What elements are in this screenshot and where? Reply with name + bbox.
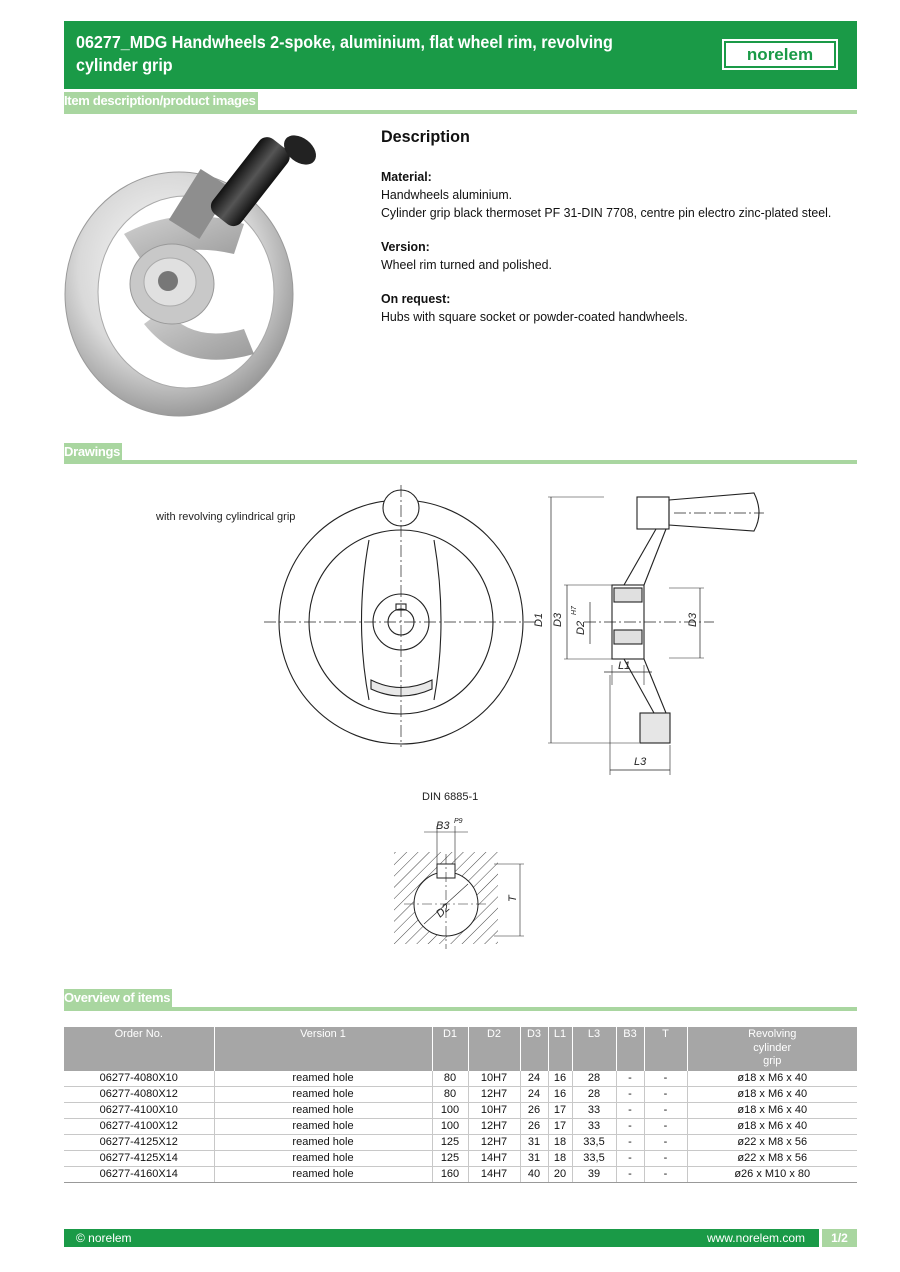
grip-caption: with revolving cylindrical grip <box>156 511 296 523</box>
table-cell: reamed hole <box>214 1071 432 1087</box>
table-row <box>64 1119 857 1135</box>
d3-label-right: D3 <box>687 612 699 627</box>
table-cell: 10H7 <box>468 1071 520 1087</box>
l3-label: L3 <box>634 756 647 768</box>
l1-label: L1 <box>618 660 631 672</box>
description-block <box>381 128 837 326</box>
table-row <box>64 1151 857 1167</box>
table-cell: 16 <box>548 1071 572 1087</box>
table-cell: - <box>616 1167 644 1183</box>
table-cell: 125 <box>432 1135 468 1151</box>
table-cell: reamed hole <box>214 1135 432 1151</box>
table-cell: 31 <box>520 1135 548 1151</box>
table-row <box>64 1087 857 1103</box>
table-cell: reamed hole <box>214 1103 432 1119</box>
table-cell: 17 <box>548 1103 572 1119</box>
section-divider <box>64 110 857 114</box>
table-cell: reamed hole <box>214 1087 432 1103</box>
table-cell: 33,5 <box>572 1135 616 1151</box>
d2-tolerance-label: H7 <box>571 606 578 615</box>
footer-copyright: © norelem <box>76 1231 132 1245</box>
table-cell: reamed hole <box>214 1151 432 1167</box>
table-cell: 18 <box>548 1151 572 1167</box>
table-row <box>64 1103 857 1119</box>
col-d3: D3 <box>520 1027 548 1071</box>
table-cell: reamed hole <box>214 1167 432 1183</box>
section-divider <box>64 1007 857 1011</box>
col-order-no: Order No. <box>64 1027 214 1071</box>
table-cell: 06277-4100X12 <box>64 1119 214 1135</box>
table-cell: 80 <box>432 1087 468 1103</box>
page-title: 06277_MDG Handwheels 2-spoke, aluminium, flat wheel rim, revolving cylinder grip <box>76 32 613 75</box>
d3-label-left: D3 <box>552 612 564 627</box>
table-cell: 80 <box>432 1071 468 1087</box>
table-row <box>64 1167 857 1183</box>
table-cell: 20 <box>548 1167 572 1183</box>
version-label: Version: <box>381 239 430 254</box>
section-label-overview: Overview of items <box>64 990 171 1005</box>
table-cell: 06277-4100X10 <box>64 1103 214 1119</box>
table-cell: 100 <box>432 1119 468 1135</box>
table-cell: ø18 x M6 x 40 <box>687 1087 857 1103</box>
col-t: T <box>644 1027 687 1071</box>
table-cell: 06277-4125X14 <box>64 1151 214 1167</box>
d2-label-detail: D2 <box>433 901 453 921</box>
product-image-handwheel <box>64 124 326 420</box>
table-cell: 26 <box>520 1119 548 1135</box>
table-cell: 160 <box>432 1167 468 1183</box>
table-cell: 16 <box>548 1087 572 1103</box>
col-b3: B3 <box>616 1027 644 1071</box>
page-footer <box>64 1229 857 1247</box>
table-cell: 06277-4160X14 <box>64 1167 214 1183</box>
table-cell: ø18 x M6 x 40 <box>687 1103 857 1119</box>
table-cell: 18 <box>548 1135 572 1151</box>
table-cell: ø22 x M8 x 56 <box>687 1135 857 1151</box>
table-cell: 10H7 <box>468 1103 520 1119</box>
col-l1: L1 <box>548 1027 572 1071</box>
table-cell: 100 <box>432 1103 468 1119</box>
col-l3: L3 <box>572 1027 616 1071</box>
table-cell: reamed hole <box>214 1119 432 1135</box>
table-cell: 06277-4125X12 <box>64 1135 214 1151</box>
table-cell: 28 <box>572 1087 616 1103</box>
t-label: T <box>507 895 519 902</box>
b3-label: B3 <box>436 820 450 832</box>
items-table-wrapper <box>64 1027 857 1183</box>
on-request-label: On request: <box>381 291 451 306</box>
col-revolving-grip: Revolving cylinder grip <box>687 1027 857 1071</box>
footer-url[interactable]: www.norelem.com <box>706 1231 805 1245</box>
table-cell: 17 <box>548 1119 572 1135</box>
material-label: Material: <box>381 169 432 184</box>
table-cell: 24 <box>520 1071 548 1087</box>
table-row <box>64 1135 857 1151</box>
d2-label: D2 <box>575 620 587 635</box>
description-heading: Description <box>381 127 470 146</box>
table-cell: 33 <box>572 1119 616 1135</box>
table-cell: - <box>644 1071 687 1087</box>
table-cell: - <box>644 1135 687 1151</box>
norelem-logo <box>722 39 838 70</box>
table-cell: ø26 x M10 x 80 <box>687 1167 857 1183</box>
d1-label: D1 <box>533 612 545 627</box>
table-cell: 12H7 <box>468 1119 520 1135</box>
table-cell: - <box>616 1151 644 1167</box>
table-cell: - <box>616 1135 644 1151</box>
table-cell: ø22 x M8 x 56 <box>687 1151 857 1167</box>
table-cell: 06277-4080X10 <box>64 1071 214 1087</box>
table-cell: - <box>644 1103 687 1119</box>
table-cell: 06277-4080X12 <box>64 1087 214 1103</box>
table-cell: 14H7 <box>468 1151 520 1167</box>
logo-text: norelem <box>724 41 836 68</box>
table-header-row <box>64 1027 857 1071</box>
section-label-drawings: Drawings <box>64 444 121 459</box>
table-cell: ø18 x M6 x 40 <box>687 1119 857 1135</box>
table-row <box>64 1071 857 1087</box>
version-text: Wheel rim turned and polished. <box>381 257 552 272</box>
table-cell: 33 <box>572 1103 616 1119</box>
material-line-2: Cylinder grip black thermoset PF 31-DIN 7708, centre pin electro zinc-plated steel. <box>381 205 832 220</box>
section-divider <box>64 460 857 464</box>
table-cell: 125 <box>432 1151 468 1167</box>
table-cell: 12H7 <box>468 1135 520 1151</box>
din-caption: DIN 6885-1 <box>422 791 479 803</box>
table-cell: 24 <box>520 1087 548 1103</box>
table-cell: - <box>644 1167 687 1183</box>
keyway-detail-drawing <box>384 784 536 958</box>
on-request-text: Hubs with square socket or powder-coated handwheels. <box>381 309 688 324</box>
col-version: Version 1 <box>214 1027 432 1071</box>
table-cell: - <box>616 1119 644 1135</box>
table-body <box>64 1071 857 1183</box>
items-table <box>64 1027 857 1183</box>
table-cell: - <box>616 1103 644 1119</box>
table-cell: - <box>644 1151 687 1167</box>
table-cell: - <box>616 1087 644 1103</box>
table-cell: 14H7 <box>468 1167 520 1183</box>
page-number: 1/2 <box>819 1229 857 1247</box>
front-view <box>264 485 539 747</box>
b3-tolerance-label: P9 <box>454 818 463 825</box>
table-cell: ø18 x M6 x 40 <box>687 1071 857 1087</box>
col-d1: D1 <box>432 1027 468 1071</box>
table-cell: - <box>616 1071 644 1087</box>
page-header <box>64 21 857 89</box>
table-cell: 12H7 <box>468 1087 520 1103</box>
table-cell: 28 <box>572 1071 616 1087</box>
table-cell: - <box>644 1087 687 1103</box>
table-cell: 26 <box>520 1103 548 1119</box>
table-cell: 39 <box>572 1167 616 1183</box>
table-cell: 40 <box>520 1167 548 1183</box>
section-label-item-description: Item description/product images <box>64 93 256 108</box>
table-cell: 31 <box>520 1151 548 1167</box>
col-d2: D2 <box>468 1027 520 1071</box>
technical-drawing <box>64 475 857 785</box>
material-line-1: Handwheels aluminium. <box>381 187 513 202</box>
table-cell: 33,5 <box>572 1151 616 1167</box>
table-cell: - <box>644 1119 687 1135</box>
